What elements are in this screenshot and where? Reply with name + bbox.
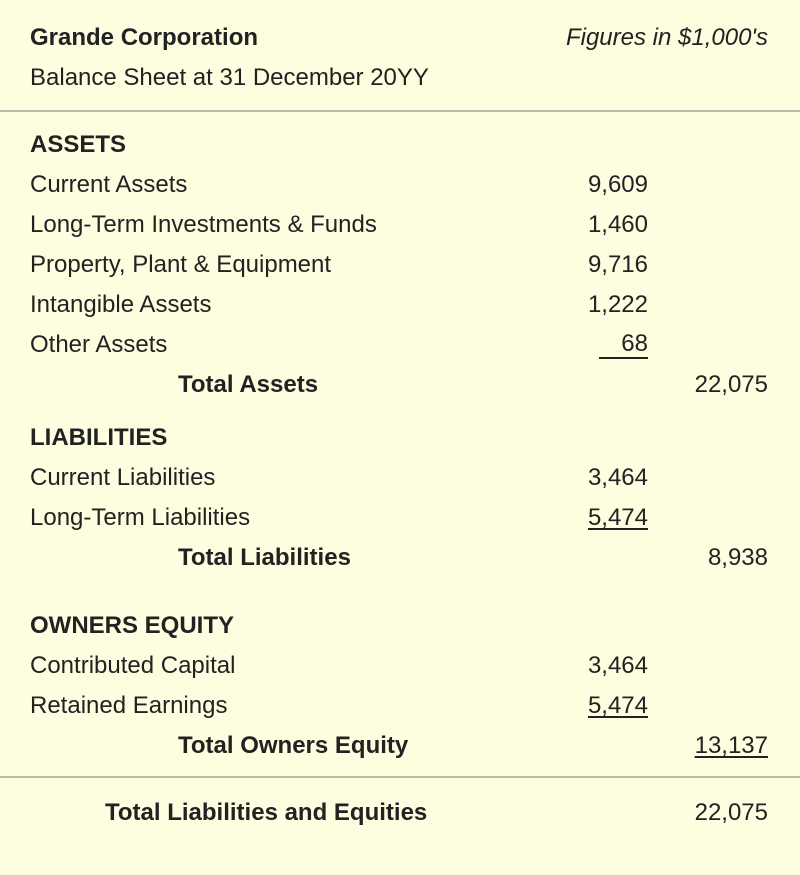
divider (0, 110, 800, 112)
total-assets-label: Total Assets (178, 371, 319, 398)
company-name: Grande Corporation (30, 24, 259, 51)
equity-label: Contributed Capital (30, 652, 236, 679)
assets-heading: ASSETS (30, 131, 127, 158)
equity-value: 3,464 (587, 652, 648, 679)
equity-value: 5,474 (587, 692, 648, 719)
total-assets-value: 22,075 (694, 371, 768, 398)
units-note: Figures in $1,000's (565, 24, 768, 51)
asset-value: 9,609 (587, 171, 648, 198)
equity-label: Retained Earnings (30, 692, 228, 719)
equity-heading: OWNERS EQUITY (30, 612, 235, 639)
grand-total-value: 22,075 (694, 799, 768, 826)
liabilities-heading: LIABILITIES (30, 424, 168, 451)
asset-value: 1,460 (587, 211, 648, 238)
sheet-subtitle: Balance Sheet at 31 December 20YY (30, 64, 429, 91)
asset-label: Other Assets (30, 331, 168, 358)
total-equity-label: Total Owners Equity (178, 732, 409, 759)
asset-value: 9,716 (587, 251, 648, 278)
liability-label: Long-Term Liabilities (30, 504, 251, 531)
divider (0, 776, 800, 778)
liability-value: 3,464 (587, 464, 648, 491)
asset-value: 1,222 (587, 291, 648, 318)
grand-total-label: Total Liabilities and Equities (105, 799, 428, 826)
asset-value: 68 (599, 330, 648, 359)
asset-label: Long-Term Investments & Funds (30, 211, 377, 238)
liability-value: 5,474 (587, 504, 648, 531)
total-liabilities-value: 8,938 (707, 544, 768, 571)
asset-label: Current Assets (30, 171, 188, 198)
liability-label: Current Liabilities (30, 464, 216, 491)
total-liabilities-label: Total Liabilities (178, 544, 351, 571)
total-equity-value: 13,137 (694, 732, 768, 759)
asset-label: Intangible Assets (30, 291, 212, 318)
asset-label: Property, Plant & Equipment (30, 251, 332, 278)
